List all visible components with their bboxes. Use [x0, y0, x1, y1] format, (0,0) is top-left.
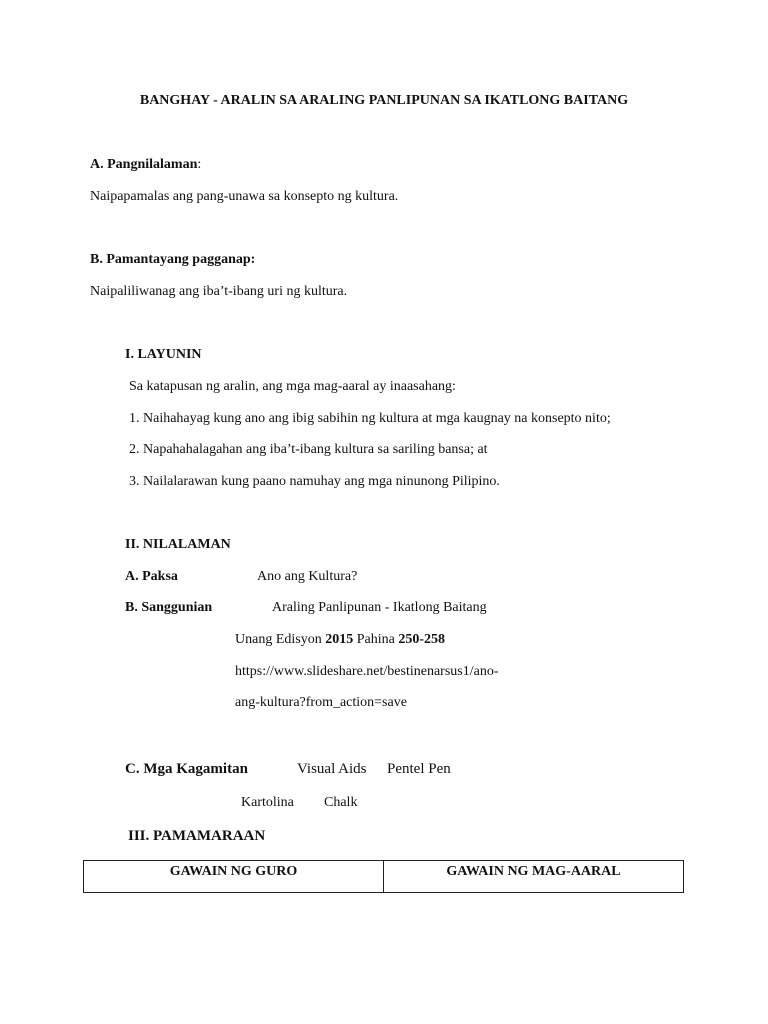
- document-title: BANGHAY - ARALIN SA ARALING PANLIPUNAN SA IKATLONG BAITANG: [139, 93, 629, 108]
- section-a-text: Naipapamalas ang pang-unawa sa konsepto ng kultura.: [90, 189, 399, 204]
- section-b-text: Naipaliliwanag ang iba’t-ibang uri ng kultura.: [90, 284, 348, 299]
- section-b-heading: B. Pamantayang pagganap:: [90, 252, 256, 267]
- layunin-heading: I. LAYUNIN: [125, 347, 202, 362]
- pamamaraan-heading: III. PAMAMARAAN: [128, 828, 266, 844]
- reference-url-line-2: ang-kultura?from_action=save: [235, 695, 407, 710]
- table-header-mag-aaral: GAWAIN NG MAG-AARAL: [383, 861, 683, 892]
- edition-prefix: Unang Edisyon: [235, 632, 326, 647]
- kagamitan-label: C. Mga Kagamitan: [125, 761, 248, 777]
- edition-pages: 250-258: [398, 632, 445, 647]
- reference-url-line-1: https://www.slideshare.net/bestinenarsus1/ano-: [235, 664, 499, 679]
- material-chalk: Chalk: [324, 795, 358, 810]
- layunin-intro: Sa katapusan ng aralin, ang mga mag-aaral ay inaasahang:: [129, 379, 456, 394]
- edition-year: 2015: [325, 632, 354, 647]
- material-visual-aids: Visual Aids: [297, 761, 367, 777]
- edition-line: [235, 632, 445, 648]
- edition-mid: Pahina: [353, 632, 399, 647]
- section-a-heading: [90, 157, 201, 173]
- table-header-guro: GAWAIN NG GURO: [169, 864, 298, 879]
- section-a-label: A. Pangnilalaman: [90, 157, 198, 172]
- material-kartolina: Kartolina: [241, 795, 294, 810]
- paksa-label: A. Paksa: [125, 569, 178, 584]
- section-a-colon: :: [197, 157, 202, 172]
- paksa-value: Ano ang Kultura?: [257, 569, 358, 584]
- sanggunian-value: Araling Panlipunan - Ikatlong Baitang: [272, 600, 487, 615]
- layunin-item-2: 2. Napahahalagahan ang iba’t-ibang kultura sa sariling bansa; at: [129, 442, 488, 457]
- sanggunian-label: B. Sanggunian: [125, 600, 213, 615]
- layunin-item-3: 3. Nailalarawan kung paano namuhay ang mga ninunong Pilipino.: [129, 474, 500, 489]
- material-pentel-pen: Pentel Pen: [387, 761, 451, 777]
- nilalaman-heading: II. NILALAMAN: [125, 537, 231, 552]
- layunin-item-1: 1. Naihahayag kung ano ang ibig sabihin ng kultura at mga kaugnay na konsepto nito;: [129, 411, 611, 426]
- pamamaraan-table: [83, 860, 684, 893]
